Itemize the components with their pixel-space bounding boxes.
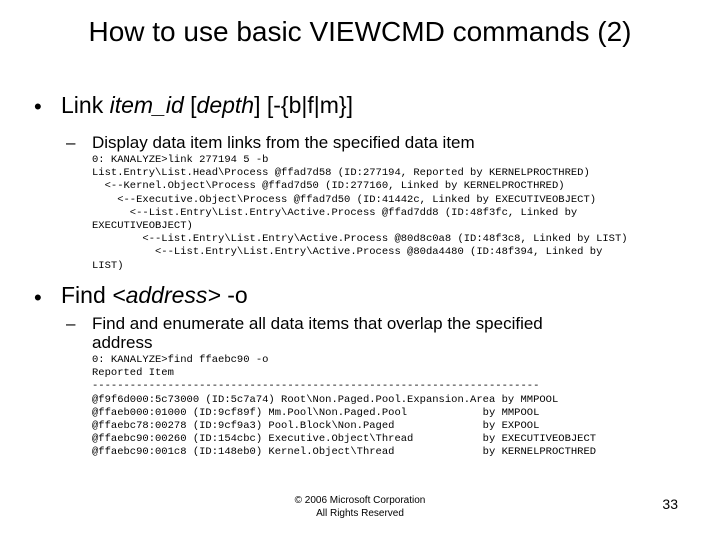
code-1-line: EXECUTIVEOBJECT) (92, 220, 193, 233)
code-1-line: 0: KANALYZE>link 277194 5 -b (92, 154, 269, 166)
bullet-2-suffix: -o (220, 282, 248, 308)
code-2-line: @ffaebc90:001c8 (ID:148eb0) Kernel.Object\Thread by KERNELPROCTHRED (92, 446, 597, 459)
code-2-line: @ffaebc90:00260 (ID:154cbc) Executive.Object\Thread by EXECUTIVEOBJECT (92, 433, 597, 446)
bullet-2-subtext (92, 314, 543, 352)
code-2-line: ----------------------------------------------------------------------- (92, 380, 540, 393)
code-1-line: LIST) (92, 259, 124, 272)
bullet-2-heading (61, 282, 248, 309)
bullet-2-marker: • (34, 285, 42, 310)
code-1-line: List.Entry\List.Head\Process @ffad7d58 (ID:277194, Reported by KERNELPROCTHRED) (92, 167, 590, 180)
bullet-1-sub-dash: – (66, 133, 76, 152)
code-2-line: Reported Item (92, 367, 174, 380)
code-2-line: @f9f6d000:5c73000 (ID:5c7a74) Root\Non.Paged.Pool.Expansion.Area by MMPOOL (92, 393, 559, 406)
bullet-1-param: item_id (109, 92, 184, 118)
bullet-2-param: <address> (112, 282, 221, 308)
page-number: 33 (662, 496, 678, 512)
code-2-line: @ffaebc78:00278 (ID:9cf9a3) Pool.Block\Non.Paged by EXPOOL (92, 420, 540, 433)
bullet-1-suffix: ] [-{b|f|m}] (254, 92, 353, 118)
code-2-line: @ffaeb000:01000 (ID:9cf89f) Mm.Pool\Non.Paged.Pool by MMPOOL (92, 406, 540, 419)
bullet-1-marker: • (34, 94, 42, 119)
bullet-1-middle: [ (183, 92, 197, 118)
bullet-2-subtext-line-2: address (92, 333, 153, 352)
bullet-1-subtext: Display data item links from the specified data item (92, 133, 475, 152)
slide-title: How to use basic VIEWCMD commands (2) (88, 16, 632, 47)
copyright-line: © 2006 Microsoft Corporation (294, 495, 426, 506)
code-2-line: 0: KANALYZE>find ffaebc90 -o (92, 354, 269, 366)
bullet-2-prefix: Find (61, 282, 113, 308)
code-1-line: <--Executive.Object\Process @ffad7d50 (ID:41442c, Linked by EXECUTIVEOBJECT) (92, 193, 597, 206)
bullet-1-param-2: depth (196, 92, 255, 118)
code-1-line: <--List.Entry\List.Entry\Active.Process @80d8c0a8 (ID:48f3c8, Linked by LIST) (92, 233, 628, 246)
code-1-line: <--List.Entry\List.Entry\Active.Process @ffad7dd8 (ID:48f3fc, Linked by (92, 206, 578, 219)
code-1-line: <--List.Entry\List.Entry\Active.Process @80da4480 (ID:48f394, Linked by (92, 246, 603, 259)
code-1-line: <--Kernel.Object\Process @ffad7d50 (ID:277160, Linked by KERNELPROCTHRED) (92, 180, 565, 193)
bullet-2-code-block (92, 354, 596, 460)
copyright-footer (0, 494, 720, 520)
bullet-2-sub-dash: – (66, 314, 76, 333)
rights-line: All Rights Reserved (316, 508, 404, 519)
bullet-1-heading (61, 92, 353, 119)
bullet-1-code-block (92, 154, 628, 273)
bullet-1-prefix: Link (61, 92, 110, 118)
bullet-2-subtext-line-1: Find and enumerate all data items that overlap the specified (92, 314, 543, 333)
